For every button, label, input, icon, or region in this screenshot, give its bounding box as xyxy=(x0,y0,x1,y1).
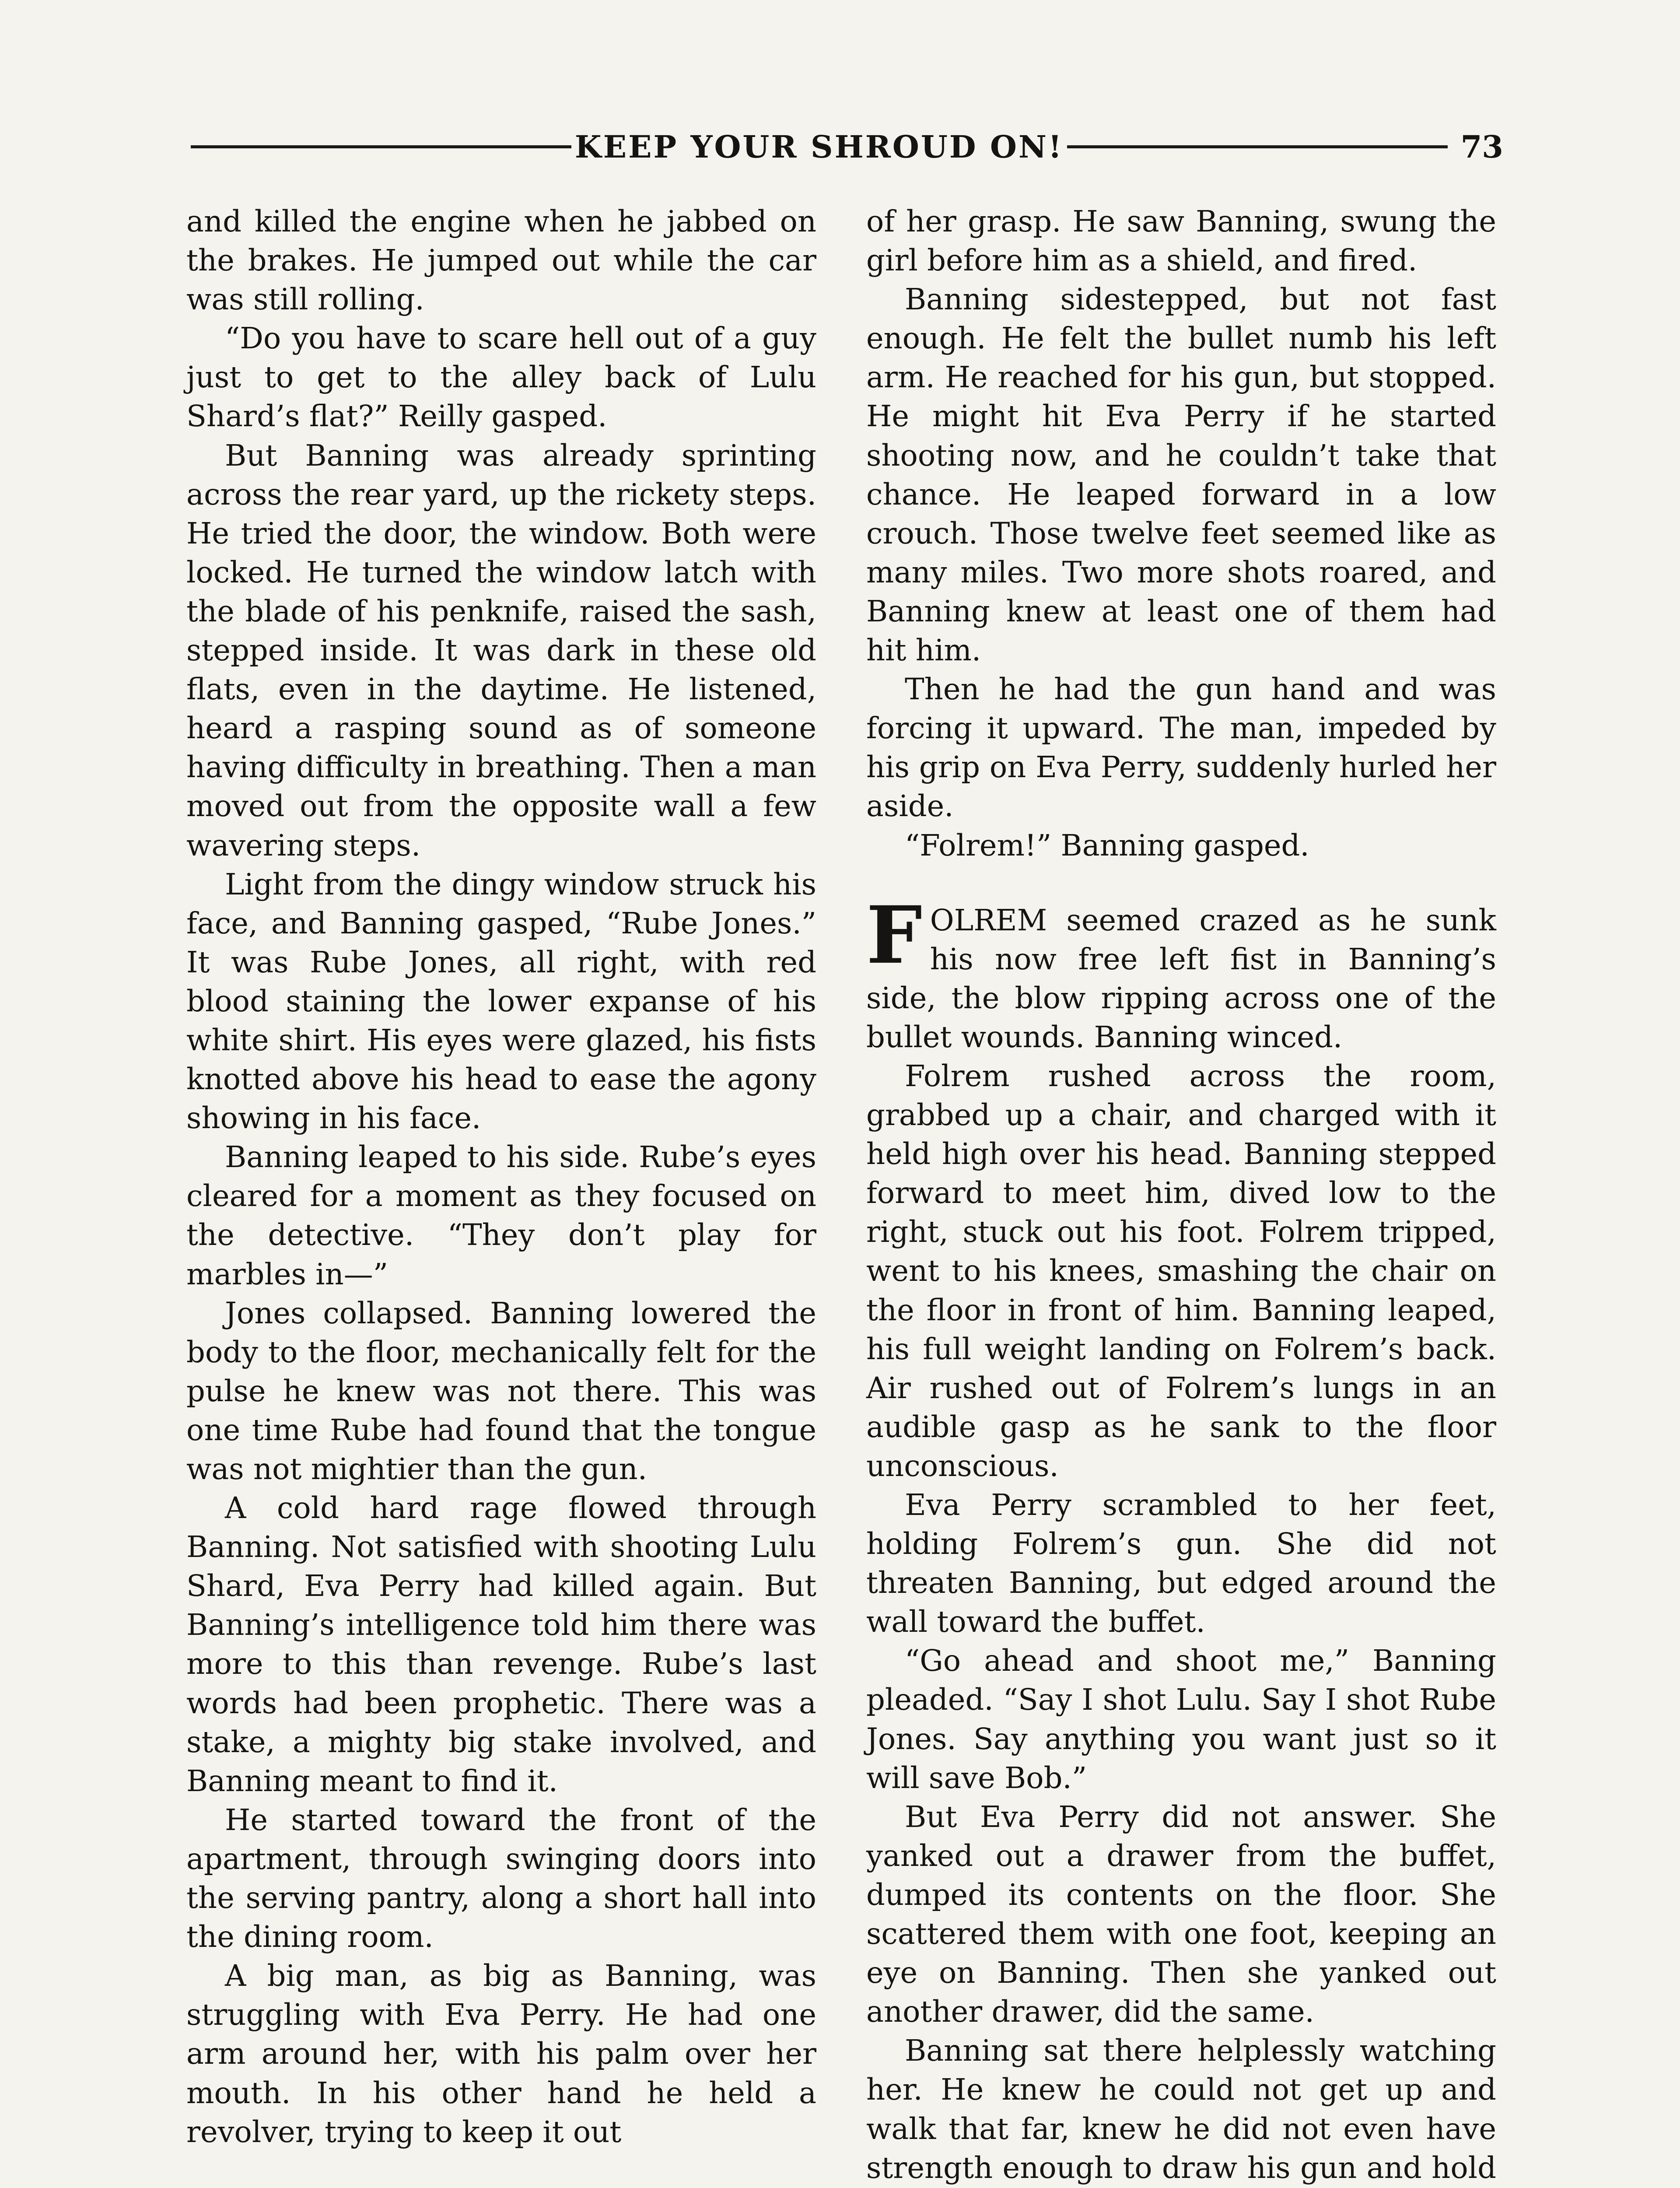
paragraph: Banning sat there helplessly watching her. He knew he could not get up and walk that far, knew he did not even have strength enough to draw his gun and hold xyxy=(866,2034,1496,2185)
paragraph: and killed the engine when he jabbed on the brakes. He jumped out while the car was still rolling. xyxy=(186,204,816,317)
paragraph: A cold hard rage flowed through Banning. Not satisfied with shooting Lulu Shard, Eva Perry had killed again. But Banning’s intelligence told him there was more to this than revenge. Rube’s last words had been prophetic. There was a stake, a mighty big stake involved, and Banning meant to find it. xyxy=(186,1491,816,1798)
paragraph: Eva Perry scrambled to her feet, holding Folrem’s gun. She did not threaten Banning, but edged around the wall toward the buffet. xyxy=(866,1488,1496,1639)
paragraph: But Banning was already sprinting across the rear yard, up the rickety steps. He tried the door, the window. Both were locked. He turned the window latch with the blade of his penknife, raised the sash, stepped inside. It was dark in these old flats, even in the daytime. He listened, heard a rasping sound as of someone having difficulty in breathing. Then a man moved out from the opposite wall a few wavering steps. xyxy=(186,438,816,863)
paragraph: A big man, as big as Banning, was struggling with Eva Perry. He had one arm around her, with his palm over her mouth. In his other hand he held a revolver, trying to keep it out xyxy=(186,1959,816,2149)
running-header xyxy=(191,127,1503,166)
paragraph: Banning leaped to his side. Rube’s eyes cleared for a moment as they focused on the detective. “They don’t play for marbles in—” xyxy=(186,1140,816,1291)
header-rule-left xyxy=(191,145,571,148)
drop-cap-continuation: OLREM seemed crazed as he sunk his now free left fist in Banning’s side, the blow ripping across one of the bullet wounds. Banning winced. xyxy=(866,903,1496,1054)
left-column xyxy=(186,202,816,2152)
section-opening-paragraph xyxy=(866,889,1496,1057)
paragraph: Banning sidestepped, but not fast enough. He felt the bullet numb his left arm. He reached for his gun, but stopped. He might hit Eva Perry if he started shooting now, and he couldn’t take that chance. He leaped forward in a low crouch. Those twelve feet seemed like as many miles. Two more shots roared, and Banning knew at least one of them had hit him. xyxy=(866,282,1496,668)
paragraph: But Eva Perry did not answer. She yanked out a drawer from the buffet, dumped its contents on the floor. She scattered them with one foot, keeping an eye on Banning. Then she yanked out another drawer, did the same. xyxy=(866,1799,1496,2029)
paragraph: Then he had the gun hand and was forcing it upward. The man, impeded by his grip on Eva Perry, suddenly hurled her aside. xyxy=(866,672,1496,824)
paragraph: of her grasp. He saw Banning, swung the girl before him as a shield, and fired. xyxy=(866,204,1496,278)
paragraph: Jones collapsed. Banning lowered the body to the floor, mechanically felt for the pulse he knew was not there. This was one time Rube had found that the tongue was not mightier than the gun. xyxy=(186,1296,816,1486)
paragraph: “Do you have to scare hell out of a guy just to get to the alley back of Lulu Shard’s flat?” Reilly gasped. xyxy=(186,321,816,434)
header-rule-right xyxy=(1067,145,1448,148)
running-title: KEEP YOUR SHROUD ON! xyxy=(574,128,1064,165)
paragraph: “Folrem!” Banning gasped. xyxy=(905,828,1309,863)
page-number: 73 xyxy=(1460,128,1504,165)
paragraph: Folrem rushed across the room, grabbed up a chair, and charged with it held high over his head. Banning stepped forward to meet him, dived low to the right, stuck out his foot. Folrem tripped, went to his knees, smashing the chair on the floor in front of him. Banning leaped, his full weight landing on Folrem’s back. Air rushed out of Folrem’s lungs in an audible gasp as he sank to the floor unconscious. xyxy=(866,1059,1496,1483)
paragraph: “Go ahead and shoot me,” Banning pleaded. “Say I shot Lulu. Say I shot Rube Jones. Say anything you want just so it will save Bob.” xyxy=(866,1644,1496,1795)
drop-cap: F xyxy=(866,889,922,982)
paragraph: Light from the dingy window struck his face, and Banning gasped, “Rube Jones.” It was Rube Jones, all right, with red blood staining the lower expanse of his white shirt. His eyes were glazed, his fists knotted above his head to ease the agony showing in his face. xyxy=(186,867,816,1136)
paragraph: He started toward the front of the apartment, through swinging doors into the serving pantry, along a short hall into the dining room. xyxy=(186,1802,816,1954)
right-column xyxy=(866,202,1496,2188)
